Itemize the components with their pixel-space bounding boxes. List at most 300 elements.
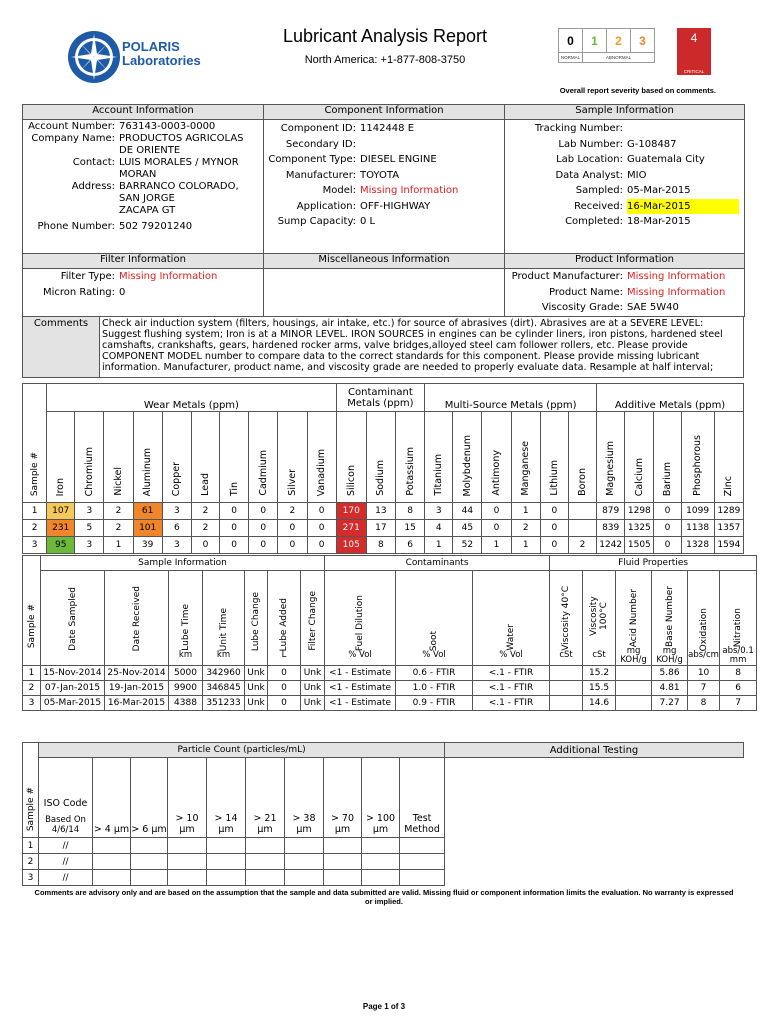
metal-value: 0	[482, 503, 511, 520]
iso-code-value: //	[39, 854, 93, 870]
particle-count-header: Particle Count (particles/mL)	[39, 743, 445, 758]
metals-column-headers	[23, 412, 744, 503]
severity-label-abnormal: ABNORMAL	[583, 53, 655, 63]
metals-table	[22, 383, 744, 554]
account-header: Account Information	[23, 105, 264, 120]
metal-col-nickel: Nickel	[104, 412, 133, 503]
fluid-value	[616, 666, 652, 681]
fluid-value: Unk	[301, 666, 325, 681]
particle-value	[324, 838, 362, 854]
metal-value: 879	[597, 503, 625, 520]
fluid-table	[22, 555, 757, 711]
particle-row	[23, 854, 445, 870]
metal-value: 1	[104, 537, 133, 554]
fluid-value: 6	[720, 681, 757, 696]
metal-value: 8	[395, 503, 424, 520]
metal-value: 1505	[625, 537, 654, 554]
fluid-unit: mg KOH/g	[620, 646, 647, 665]
fluid-value: Unk	[245, 681, 268, 696]
particle-value	[246, 854, 285, 870]
metal-value: 0	[249, 537, 278, 554]
sump-capacity-row: Sump Capacity: 0 L	[277, 216, 376, 227]
comments-box	[22, 316, 744, 378]
metals-sample-number: 3	[23, 537, 47, 554]
fluid-col-date-sampled: Date Sampled	[41, 571, 105, 666]
fluid-unit: % Vol	[499, 650, 523, 660]
misc-panel	[264, 269, 505, 317]
particle-value	[285, 838, 324, 854]
fluid-properties-header: Fluid Properties	[550, 556, 757, 571]
metals-rows	[23, 503, 744, 554]
product-name-row: Product Name: Missing Information	[548, 286, 726, 298]
severity-label-normal: NORMAL	[559, 53, 583, 63]
fluid-value: 05-Mar-2015	[41, 696, 105, 711]
metal-col-molybdenum: Molybdenum	[453, 412, 482, 503]
fluid-value: 25-Nov-2014	[105, 666, 169, 681]
metal-value: 39	[133, 537, 162, 554]
metal-value: 839	[597, 520, 625, 537]
metal-value: 45	[453, 520, 482, 537]
fluid-value	[616, 681, 652, 696]
fluid-value: 4388	[169, 696, 203, 711]
metal-value: 231	[47, 520, 75, 537]
particle-col: > 38 µm	[285, 758, 324, 838]
metal-col-barium: Barium	[654, 412, 681, 503]
particle-sample-number: 1	[23, 838, 39, 854]
fluid-unit: mg KOH/g	[656, 646, 683, 665]
metal-value: 0	[540, 520, 568, 537]
fluid-value: 0	[268, 666, 301, 681]
metal-value: 3	[162, 503, 191, 520]
metal-col-sodium: Sodium	[366, 412, 395, 503]
contaminant-metals-header: Contaminant Metals (ppm)	[336, 384, 424, 412]
metal-value: 2	[104, 503, 133, 520]
fluid-unit: abs/0.1 mm	[722, 646, 754, 665]
metal-value: 1	[482, 537, 511, 554]
logo-text	[122, 40, 201, 68]
metal-col-silver: Silver	[278, 412, 307, 503]
metal-value: 0	[191, 537, 219, 554]
report-title: Lubricant Analysis Report	[282, 26, 488, 46]
metal-value: 1289	[714, 503, 743, 520]
fluid-row	[23, 666, 757, 681]
metal-value: 0	[249, 503, 278, 520]
fluid-value: 7.27	[652, 696, 688, 711]
metal-value: 2	[191, 503, 219, 520]
iso-code-value: //	[39, 870, 93, 886]
micron-rating-row: Micron Rating: 0	[42, 286, 126, 298]
metal-col-antimony: Antimony	[482, 412, 511, 503]
data-analyst-row: Data Analyst: MIO	[555, 169, 647, 181]
metal-value: 271	[336, 520, 366, 537]
metal-value: 0	[278, 537, 307, 554]
metal-col-lead: Lead	[191, 412, 219, 503]
metal-value: 1242	[597, 537, 625, 554]
fluid-value: 0.6 - FTIR	[396, 666, 473, 681]
metal-value: 170	[336, 503, 366, 520]
particle-value	[246, 870, 285, 886]
metal-value: 3	[162, 537, 191, 554]
severity-critical-box	[677, 28, 711, 75]
fluid-value: 351233	[203, 696, 245, 711]
fluid-value: 7	[688, 681, 720, 696]
fluid-value: 19-Jan-2015	[105, 681, 169, 696]
tracking-number-row: Tracking Number:	[534, 123, 623, 134]
metal-value: 0	[307, 520, 336, 537]
metal-value: 6	[162, 520, 191, 537]
filter-panel	[23, 269, 264, 317]
application-row: Application: OFF-HIGHWAY	[296, 200, 431, 212]
fluid-value: 5.86	[652, 666, 688, 681]
particle-col: > 70 µm	[324, 758, 362, 838]
severity-4: 4	[690, 31, 698, 45]
particle-col: > 21 µm	[246, 758, 285, 838]
iso-code-basis: Based On 4/6/14	[45, 815, 86, 835]
fluid-value: 1.0 - FTIR	[396, 681, 473, 696]
additive-metals-header: Additive Metals (ppm)	[597, 384, 744, 412]
fluid-col-water: Water % Vol	[473, 571, 550, 666]
metal-value: 107	[47, 503, 75, 520]
fluid-value: 0	[268, 696, 301, 711]
particle-value	[285, 870, 324, 886]
metal-value: 2	[511, 520, 540, 537]
misc-header: Miscellaneous Information	[264, 254, 505, 269]
fluid-col-lube-added: Lube Added L	[268, 571, 301, 666]
fluid-value: 10	[688, 666, 720, 681]
fluid-unit: km	[178, 650, 193, 660]
particle-value	[324, 870, 362, 886]
metal-value: 0	[249, 520, 278, 537]
component-panel	[264, 120, 505, 254]
metals-sample-number: 2	[23, 520, 47, 537]
fluid-value	[550, 666, 583, 681]
metal-col-silicon: Silicon	[336, 412, 366, 503]
additional-testing-header: Additional Testing	[445, 743, 744, 758]
fluid-row	[23, 696, 757, 711]
metal-col-boron: Boron	[568, 412, 596, 503]
fluid-col-viscosity-100-c: Viscosity 100°C cSt	[583, 571, 616, 666]
metal-value: 0	[540, 537, 568, 554]
fluid-value: 0.9 - FTIR	[396, 696, 473, 711]
phone-row: Phone Number: 502 79201240	[37, 221, 193, 232]
fluid-value: 15-Nov-2014	[41, 666, 105, 681]
fluid-value: 16-Mar-2015	[105, 696, 169, 711]
metal-value	[568, 503, 596, 520]
fluid-value: <1 - Estimate	[325, 696, 396, 711]
metal-value: 8	[366, 537, 395, 554]
logo-line1: POLARIS	[122, 39, 180, 54]
particle-table	[22, 742, 445, 886]
metal-value: 1	[511, 503, 540, 520]
fluid-contaminants-header: Contaminants	[325, 556, 550, 571]
fluid-unit	[301, 651, 324, 665]
lab-location-row: Lab Location: Guatemala City	[556, 154, 705, 165]
company-name-row: Company Name: PRODUCTOS AGRICOLAS DE ORIENTE	[31, 133, 244, 156]
manufacturer-row: Manufacturer: TOYOTA	[285, 169, 400, 181]
metal-value: 3	[425, 503, 453, 520]
address-row-2: ZACAPA GT	[119, 205, 176, 216]
particle-value	[207, 854, 246, 870]
metal-col-calcium: Calcium	[625, 412, 654, 503]
metals-row	[23, 537, 744, 554]
fluid-col-lube-time: Lube Time km	[169, 571, 203, 666]
particle-col: Test Method	[400, 758, 445, 838]
fluid-value: Unk	[301, 681, 325, 696]
metal-value: 1	[511, 537, 540, 554]
fluid-value: Unk	[245, 666, 268, 681]
phone-number: North America: +1-877-808-3750	[304, 54, 466, 66]
additional-testing-table	[444, 742, 744, 758]
fluid-unit: L	[281, 650, 287, 660]
filter-header: Filter Information	[23, 254, 264, 269]
metal-value: 0	[307, 537, 336, 554]
fluid-unit: cSt	[559, 650, 573, 660]
metal-col-chromium: Chromium	[75, 412, 104, 503]
metal-value: 3	[75, 503, 104, 520]
particle-col: > 10 µm	[168, 758, 207, 838]
comments-label: Comments	[23, 317, 100, 377]
fluid-unit: abs/cm	[688, 650, 719, 660]
particle-value	[168, 870, 207, 886]
fluid-sample-number: 1	[23, 666, 41, 681]
particle-value	[362, 870, 400, 886]
info-table	[22, 104, 745, 317]
fluid-col-fuel-dilution: Fuel Dilution % Vol	[325, 571, 396, 666]
severity-1: 1	[583, 29, 607, 53]
metal-value: 0	[540, 503, 568, 520]
metal-col-vanadium: Vanadium	[307, 412, 336, 503]
metal-value: 61	[133, 503, 162, 520]
severity-2: 2	[607, 29, 631, 53]
particle-value	[400, 838, 445, 854]
sampled-row: Sampled: 05-Mar-2015	[575, 185, 691, 196]
particle-value	[207, 870, 246, 886]
fluid-value: 8	[688, 696, 720, 711]
particle-value	[400, 854, 445, 870]
particle-value	[362, 854, 400, 870]
fluid-value: <1 - Estimate	[325, 681, 396, 696]
metal-value: 6	[395, 537, 424, 554]
particle-value	[168, 854, 207, 870]
fluid-sample-header: Sample #	[23, 571, 41, 666]
filter-type-row: Filter Type: Missing Information	[60, 271, 218, 282]
particle-value	[246, 838, 285, 854]
fluid-value: 14.6	[583, 696, 616, 711]
metal-value: 17	[366, 520, 395, 537]
fluid-value: 15.2	[583, 666, 616, 681]
particle-col: > 4 µm	[93, 758, 131, 838]
fluid-value: Unk	[301, 696, 325, 711]
fluid-value: 8	[720, 666, 757, 681]
lab-number-row: Lab Number: G-108487	[558, 138, 677, 150]
fluid-sample-number: 3	[23, 696, 41, 711]
particle-value	[400, 870, 445, 886]
particle-value	[131, 854, 168, 870]
fluid-value: <.1 - FTIR	[473, 666, 550, 681]
metal-value: 4	[425, 520, 453, 537]
fluid-value: <.1 - FTIR	[473, 681, 550, 696]
particle-sample-number: 2	[23, 854, 39, 870]
metal-value: 44	[453, 503, 482, 520]
fluid-value: 7	[720, 696, 757, 711]
metal-value: 105	[336, 537, 366, 554]
viscosity-grade-row: Viscosity Grade: SAE 5W40	[541, 302, 679, 313]
metal-value: 0	[220, 503, 249, 520]
particle-blank-corner	[23, 743, 39, 758]
fluid-value	[616, 696, 652, 711]
comments-text: Check air induction system (filters, housings, air intake, etc.) for source of abrasives (dirt). Abrasives are at a SEVERE LEVEL: Suggest flushing system; Iron is at a MINOR LEVEL. IRON SOURCES in engines can be cylinder liners, iron pistons, hardened steel camshafts, crankshafts, gears, hardened rocker arms, valve bridges,alloyed steel cam follower rollers, etc. Please provide COMPONENT MODEL number to compare data to the correct standards for this component. Please provide missing lubricant information. Manufacturer, product name, and viscosity grade are needed to properly evaluate data. Resample at half interval;	[102, 318, 723, 373]
particle-value	[168, 838, 207, 854]
particle-value	[93, 870, 131, 886]
logo-line2: Laboratories	[122, 53, 201, 68]
metal-col-titanium: Titanium	[425, 412, 453, 503]
particle-row	[23, 870, 445, 886]
fluid-value: 342960	[203, 666, 245, 681]
particle-value	[93, 838, 131, 854]
fluid-value: 9900	[169, 681, 203, 696]
fluid-unit	[105, 651, 168, 665]
fluid-sample-number: 2	[23, 681, 41, 696]
fluid-col-soot: Soot % Vol	[396, 571, 473, 666]
sample-header: Sample Information	[505, 105, 745, 120]
metal-value: 1357	[714, 520, 743, 537]
address-row: Address: BARRANCO COLORADO, SAN JORGE	[71, 181, 239, 204]
iso-code-label: ISO Code	[43, 798, 88, 809]
component-id-row: Component ID: 1142448 E	[280, 123, 415, 134]
page-number: Page 1 of 3	[362, 1002, 406, 1011]
fluid-col-nitration: Nitration abs/0.1 mm	[720, 571, 757, 666]
particle-value	[93, 854, 131, 870]
wear-metals-header: Wear Metals (ppm)	[47, 384, 337, 412]
metal-value: 95	[47, 537, 75, 554]
fluid-row	[23, 681, 757, 696]
fluid-value: 346845	[203, 681, 245, 696]
particle-row	[23, 838, 445, 854]
particle-sample-header: Sample #	[23, 758, 39, 838]
metal-value: 5	[75, 520, 104, 537]
metal-value: 2	[191, 520, 219, 537]
metal-value: 0	[482, 520, 511, 537]
metal-value: 3	[75, 537, 104, 554]
fluid-col-date-received: Date Received	[105, 571, 169, 666]
fluid-unit	[41, 651, 104, 665]
fluid-value	[550, 696, 583, 711]
metal-value: 2	[278, 503, 307, 520]
metals-row	[23, 503, 744, 520]
iso-code-value: //	[39, 838, 93, 854]
particle-column-headers	[23, 758, 445, 838]
particle-col: > 100 µm	[362, 758, 400, 838]
fluid-value: 0	[268, 681, 301, 696]
component-type-row: Component Type: DIESEL ENGINE	[268, 154, 437, 165]
particle-col: > 6 µm	[131, 758, 168, 838]
completed-row: Completed: 18-Mar-2015	[565, 216, 691, 227]
secondary-id-row: Secondary ID:	[285, 138, 356, 150]
metal-value: 0	[278, 520, 307, 537]
severity-3: 3	[631, 29, 655, 53]
fluid-col-lube-change: Lube Change	[245, 571, 268, 666]
severity-label-critical: CRITICAL	[683, 69, 705, 74]
metal-col-magnesium: Magnesium	[597, 412, 625, 503]
metal-value: 0	[220, 520, 249, 537]
metal-col-iron: Iron	[47, 412, 75, 503]
metals-sample-header: Sample #	[23, 384, 47, 503]
metal-col-aluminum: Aluminum	[133, 412, 162, 503]
fluid-col-oxidation: Oxidation abs/cm	[688, 571, 720, 666]
metal-col-cadmium: Cadmium	[249, 412, 278, 503]
fluid-value: <1 - Estimate	[325, 666, 396, 681]
product-panel	[505, 269, 745, 317]
fluid-unit: km	[216, 650, 231, 660]
metal-value: 2	[104, 520, 133, 537]
particle-rows	[23, 838, 445, 886]
fluid-column-headers	[23, 571, 757, 666]
particle-sample-number: 3	[23, 870, 39, 886]
metal-value: 101	[133, 520, 162, 537]
metal-col-copper: Copper	[162, 412, 191, 503]
particle-value	[362, 838, 400, 854]
metals-row	[23, 520, 744, 537]
fluid-value: 4.81	[652, 681, 688, 696]
received-row: Received: 16-Mar-2015	[505, 199, 744, 215]
metal-col-lithium: Lithium	[540, 412, 568, 503]
metal-value: 1325	[625, 520, 654, 537]
fluid-value	[550, 681, 583, 696]
metal-value: 1328	[681, 537, 714, 554]
metal-value: 2	[568, 537, 596, 554]
fluid-value: 07-Jan-2015	[41, 681, 105, 696]
severity-note: Overall report severity based on comments.	[559, 86, 716, 95]
product-manufacturer-row: Product Manufacturer: Missing Information	[511, 271, 726, 282]
fluid-col-base-number: Base Number mg KOH/g	[652, 571, 688, 666]
iso-code-header	[39, 758, 93, 838]
account-panel	[23, 120, 264, 254]
metal-col-potassium: Potassium	[395, 412, 424, 503]
particle-value	[285, 854, 324, 870]
fluid-blank-corner	[23, 556, 41, 571]
metal-value: 1594	[714, 537, 743, 554]
fluid-unit	[245, 651, 267, 665]
fluid-unit: % Vol	[348, 650, 372, 660]
model-row: Model: Missing Information	[322, 185, 459, 196]
compass-star-icon	[66, 28, 122, 86]
metal-value: 0	[654, 503, 681, 520]
fluid-value: <.1 - FTIR	[473, 696, 550, 711]
fluid-value: 15.5	[583, 681, 616, 696]
disclaimer: Comments are advisory only and are based on the assumption that the sample and data submitted are valid. Missing fluid or component information limits the evaluation. No warranty is expressed or implied.	[34, 888, 734, 906]
metal-value: 0	[307, 503, 336, 520]
fluid-value: Unk	[245, 696, 268, 711]
metal-value: 1138	[681, 520, 714, 537]
particle-col: > 14 µm	[207, 758, 246, 838]
metal-col-phosphorous: Phosphorous	[681, 412, 714, 503]
component-header: Component Information	[264, 105, 505, 120]
fluid-unit: % Vol	[422, 650, 446, 660]
particle-value	[131, 870, 168, 886]
fluid-unit: cSt	[592, 650, 606, 660]
metal-value: 1	[425, 537, 453, 554]
metal-value: 0	[220, 537, 249, 554]
metal-value: 52	[453, 537, 482, 554]
metal-col-tin: Tin	[220, 412, 249, 503]
account-number-row: Account Number: 763143-0003-0000	[28, 121, 216, 132]
multi-source-metals-header: Multi-Source Metals (ppm)	[425, 384, 597, 412]
fluid-sample-info-header: Sample Information	[41, 556, 325, 571]
metal-value: 0	[654, 537, 681, 554]
metal-value: 15	[395, 520, 424, 537]
fluid-col-unit-time: Unit Time km	[203, 571, 245, 666]
product-header: Product Information	[505, 254, 745, 269]
